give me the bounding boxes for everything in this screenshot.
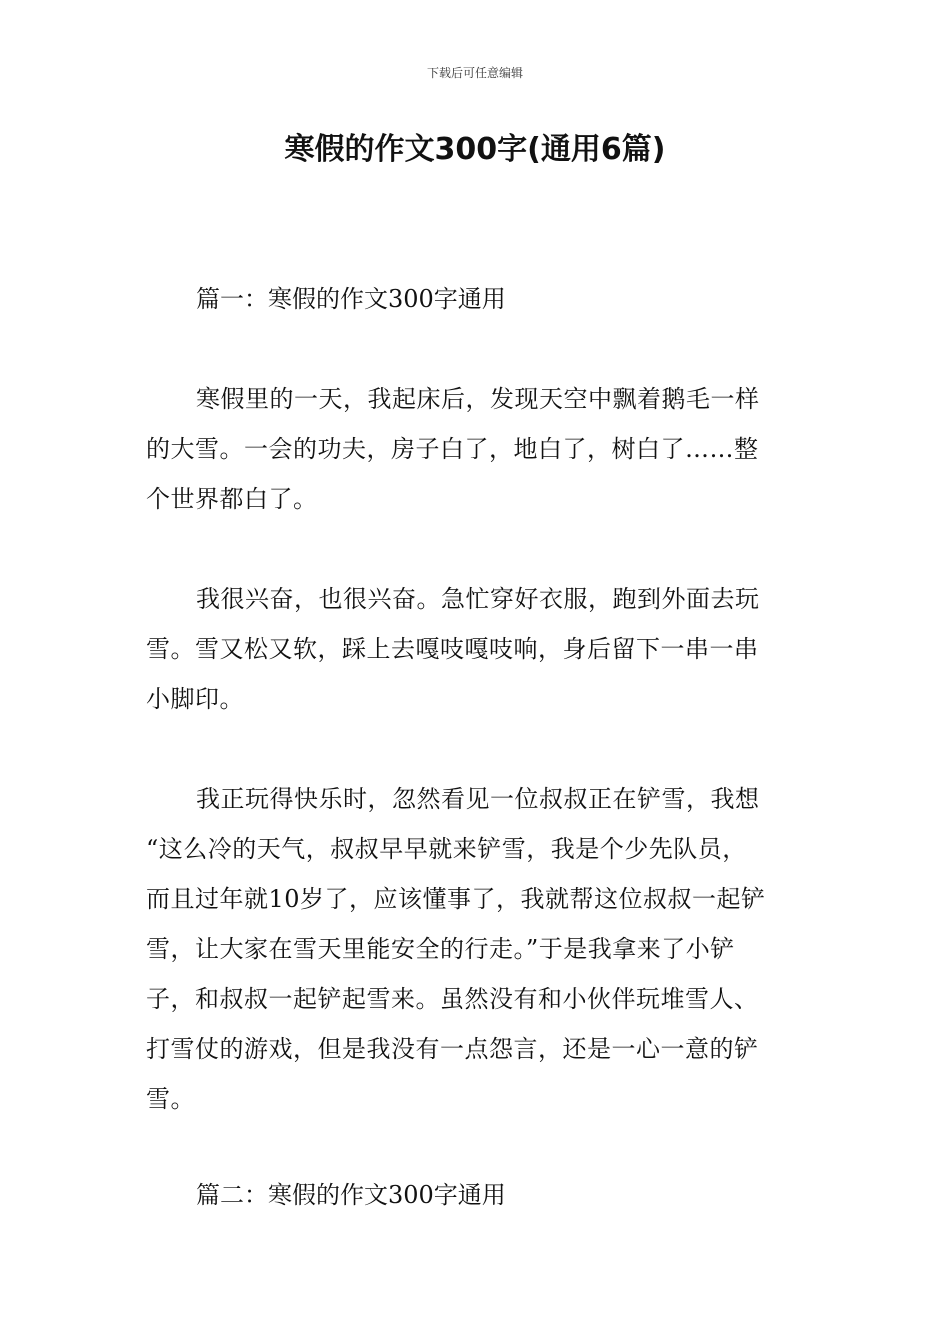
paragraph-line: 而且过年就10岁了，应该懂事了，我就帮这位叔叔一起铲 — [146, 885, 766, 913]
paragraph-line: “这么冷的天气，叔叔早早就来铲雪，我是个少先队员， — [146, 835, 747, 863]
paragraph-line: 雪，让大家在雪天里能安全的行走。”于是我拿来了小铲 — [146, 935, 735, 963]
section-heading-2: 篇二：寒假的作文300字通用 — [196, 1181, 506, 1209]
paragraph-line: 个世界都白了。 — [146, 485, 318, 513]
paragraph-line: 寒假里的一天，我起床后，发现天空中飘着鹅毛一样 — [196, 385, 760, 413]
paragraph-line: 我很兴奋，也很兴奋。急忙穿好衣服，跑到外面去玩 — [196, 585, 760, 613]
paragraph-line: 小脚印。 — [146, 685, 244, 713]
paragraph-1 — [146, 374, 806, 524]
paragraph-line: 的大雪。一会的功夫，房子白了，地白了，树白了……整 — [146, 435, 759, 463]
header-note: 下载后可任意编辑 — [426, 66, 523, 80]
paragraph-2 — [146, 574, 806, 724]
paragraph-line: 雪。雪又松又软，踩上去嘎吱嘎吱响，身后留下一串一串 — [146, 635, 759, 663]
paragraph-line: 子，和叔叔一起铲起雪来。虽然没有和小伙伴玩堆雪人、 — [146, 985, 759, 1013]
section-heading-1: 篇一：寒假的作文300字通用 — [196, 285, 506, 313]
paragraph-line: 雪。 — [146, 1085, 195, 1113]
paragraph-3 — [146, 774, 806, 1124]
paragraph-line: 我正玩得快乐时，忽然看见一位叔叔正在铲雪，我想 — [196, 785, 760, 813]
paragraph-line: 打雪仗的游戏，但是我没有一点怨言，还是一心一意的铲 — [146, 1035, 759, 1063]
document-title: 寒假的作文300字(通用6篇) — [284, 132, 666, 167]
